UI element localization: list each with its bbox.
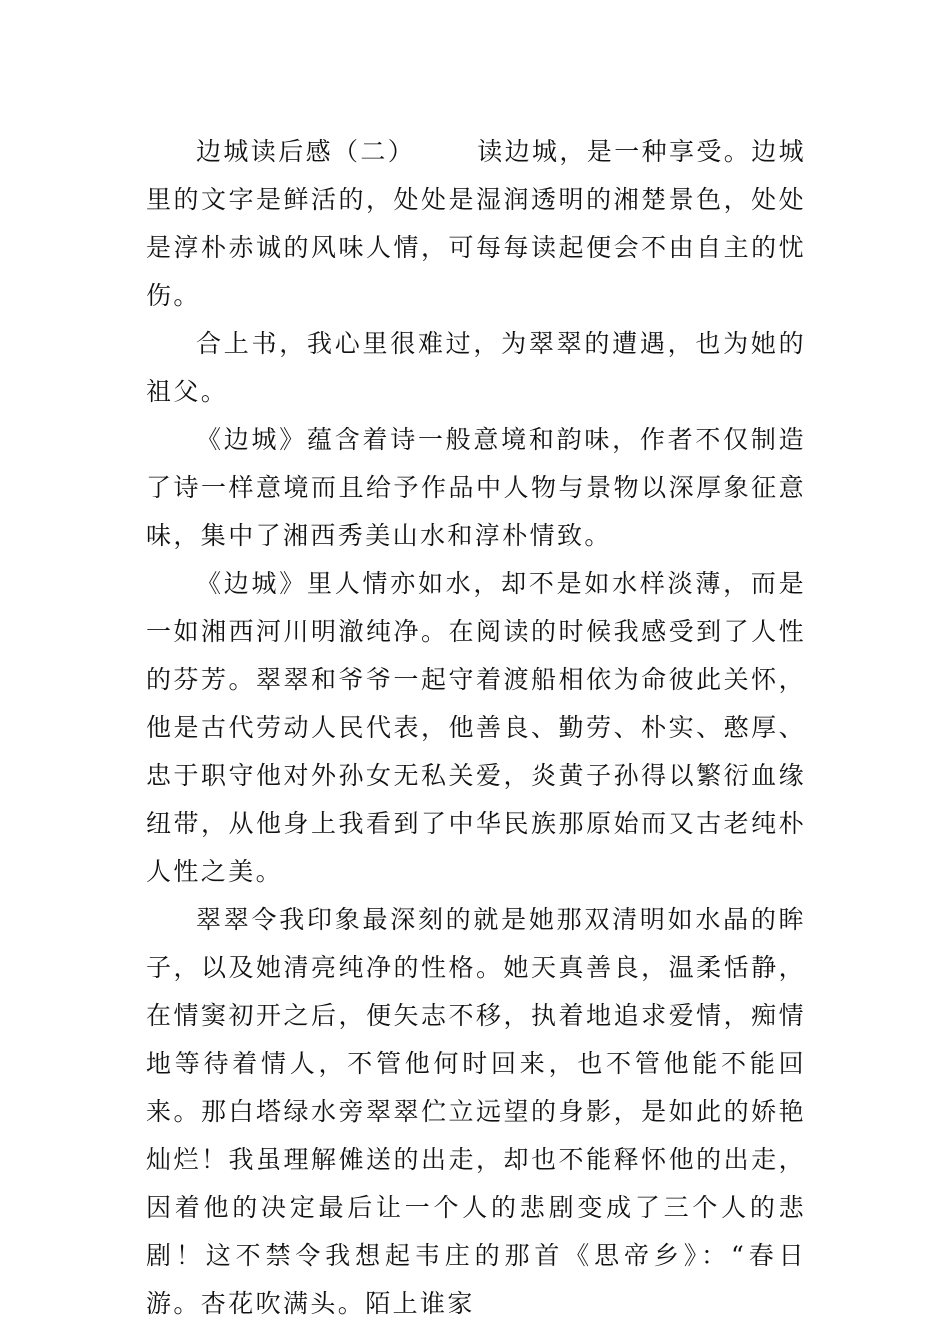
document-body — [146, 128, 806, 1328]
paragraph-1: 读边城，是一种享受。边城里的文字是鲜活的，处处是湿润透明的湘楚景色，处处是淳朴赤诚的风味人情，可每每读起便会不由自主的忧伤。 — [146, 137, 807, 310]
paragraph-4: 《边城》里人情亦如水，却不是如水样淡薄，而是一如湘西河川明澈纯净。在阅读的时候我感受到了人性的芬芳。翠翠和爷爷一起守着渡船相依为命彼此关怀，他是古代劳动人民代表，他善良、勤劳、朴实、憨厚、忠于职守他对外孙女无私关爱，炎黄子孙得以繁衍血缘纽带，从他身上我看到了中华民族那原始而又古老纯朴人性之美。 — [146, 569, 806, 886]
paragraph-5: 翠翠令我印象最深刻的就是她那双清明如水晶的眸子，以及她清亮纯净的性格。她天真善良，温柔恬静，在情窦初开之后，便矢志不移，执着地追求爱情，痴情地等待着情人，不管他何时回来，也不管他能不能回来。那白塔绿水旁翠翠伫立远望的身影，是如此的娇艳灿烂！我虽理解傩送的出走，却也不能释怀他的出走，因着他的决定最后让一个人的悲剧变成了三个人的悲剧！这不禁令我想起韦庄的那首《思帝乡》：“春日游。杏花吹满头。陌上谁家 — [146, 905, 806, 1318]
paragraph-2: 合上书，我心里很难过，为翠翠的遭遇，也为她的祖父。 — [146, 329, 806, 406]
document-title: 边城读后感（二） — [196, 137, 416, 166]
first-paragraph — [146, 128, 806, 320]
paragraph-3: 《边城》蕴含着诗一般意境和韵味，作者不仅制造了诗一样意境而且给予作品中人物与景物以深厚象征意味，集中了湘西秀美山水和淳朴情致。 — [146, 425, 806, 550]
